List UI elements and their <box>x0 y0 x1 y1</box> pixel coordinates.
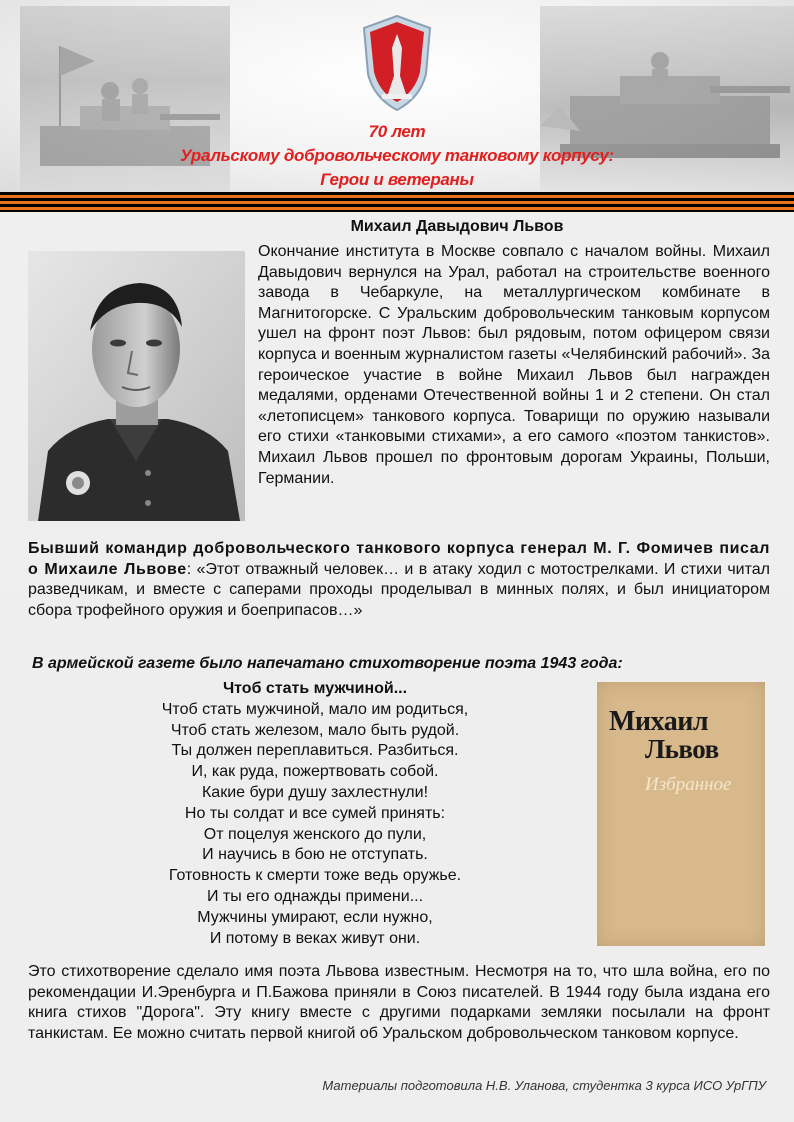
book-author-last: Львов <box>645 734 719 764</box>
header-title-line: Герои и ветераны <box>320 170 474 189</box>
st-george-ribbon <box>0 192 794 212</box>
commander-quote <box>28 539 770 621</box>
book-subtitle: Избранное <box>645 774 732 795</box>
poem-line: Мужчины умирают, если нужно, <box>197 908 433 926</box>
poem-line: Готовность к смерти тоже ведь оружье. <box>168 867 462 885</box>
header-banner <box>0 0 794 192</box>
poem-line: Чтоб стать мужчиной, мало им родиться, <box>161 700 469 718</box>
poem-line: И ты его однажды примени... <box>206 887 424 905</box>
poem-line: Но ты солдат и все сумей принять: <box>184 804 446 822</box>
credit-line: Материалы подготовила Н.В. Уланова, студентка 3 курса ИСО УрГПУ <box>322 1078 766 1093</box>
book-author-first: Михаил <box>609 706 709 737</box>
poem-line: Чтоб стать железом, мало быть рудой. <box>170 721 460 739</box>
poem-line: Какие бури душу захлестнули! <box>201 783 429 801</box>
poem-line: И, как руда, пожертвовать собой. <box>191 763 439 781</box>
closing-text: Это стихотворение сделало имя поэта Львова известным. Несмотря на то, что шла война, его по рекомендации И.Эренбурга и П.Бажова приняли в Союз писателей. В 1944 году была издана его книга стихов "Дорога". Эту книгу вместе с другими подарками земляки посылали на фронт танкистам. Ее можно считать первой книгой об Уральском добровольческом танковом корпусе. <box>28 963 770 1042</box>
book-cover <box>597 682 765 946</box>
poem-line: И потому в веках живут они. <box>209 929 421 947</box>
corps-emblem-icon <box>360 14 434 112</box>
header-title <box>100 120 694 192</box>
poem-line: От поцелуя женского до пули, <box>203 825 427 843</box>
header-title-line: Уральскому добровольческому танковому корпусу: <box>180 146 614 165</box>
biography-text: Окончание института в Москве совпало с началом войны. Михаил Давыдович вернулся на Урал, работал на строительстве военного завода в Чебаркуле, на металлургическом комбинате в Магнитогорске. С Уральским добровольческим танковым корпусом ушел на фронт поэт Львов: был рядовым, потом офицером связи корпуса и военным журналистом газеты «Челябинский рабочий». За героическое участие в войне Михаил Львов был награжден медалями, орденами Отечественной войны 1 и 2 степени. Он стал «летописцем» танкового корпуса. Товарищи по оружию называли его стихи «танковыми стихами», а его самого «поэтом танкистов». Михаил Львов прошел по фронтовым дорогам Украины, Польши, Германии. <box>258 243 770 487</box>
person-name: Михаил Давыдович Львов <box>350 218 564 235</box>
poem-line: Ты должен переплавиться. Разбиться. <box>171 742 459 760</box>
poem-title: Чтоб стать мужчиной... <box>222 680 408 697</box>
portrait-photo <box>28 251 245 521</box>
poem-intro: В армейской газете было напечатано стихотворение поэта 1943 года: <box>32 655 623 672</box>
poem-line: И научись в бою не отступать. <box>202 846 428 864</box>
quote-text: : «Этот отважный человек… и в атаку ходил с мотострелками. И стихи читал разведчикам, и вместе с саперами проходы проделывал в минных полях, и был инициатором сбора трофейного оружия и боеприпасов…» <box>28 560 770 619</box>
header-title-line: 70 лет <box>368 122 426 141</box>
quote-lead: Бывший командир добровольческого танкового корпуса генерал М. Г. Фомичев писал о Михаиле Львове <box>28 540 770 578</box>
poem <box>100 679 530 949</box>
